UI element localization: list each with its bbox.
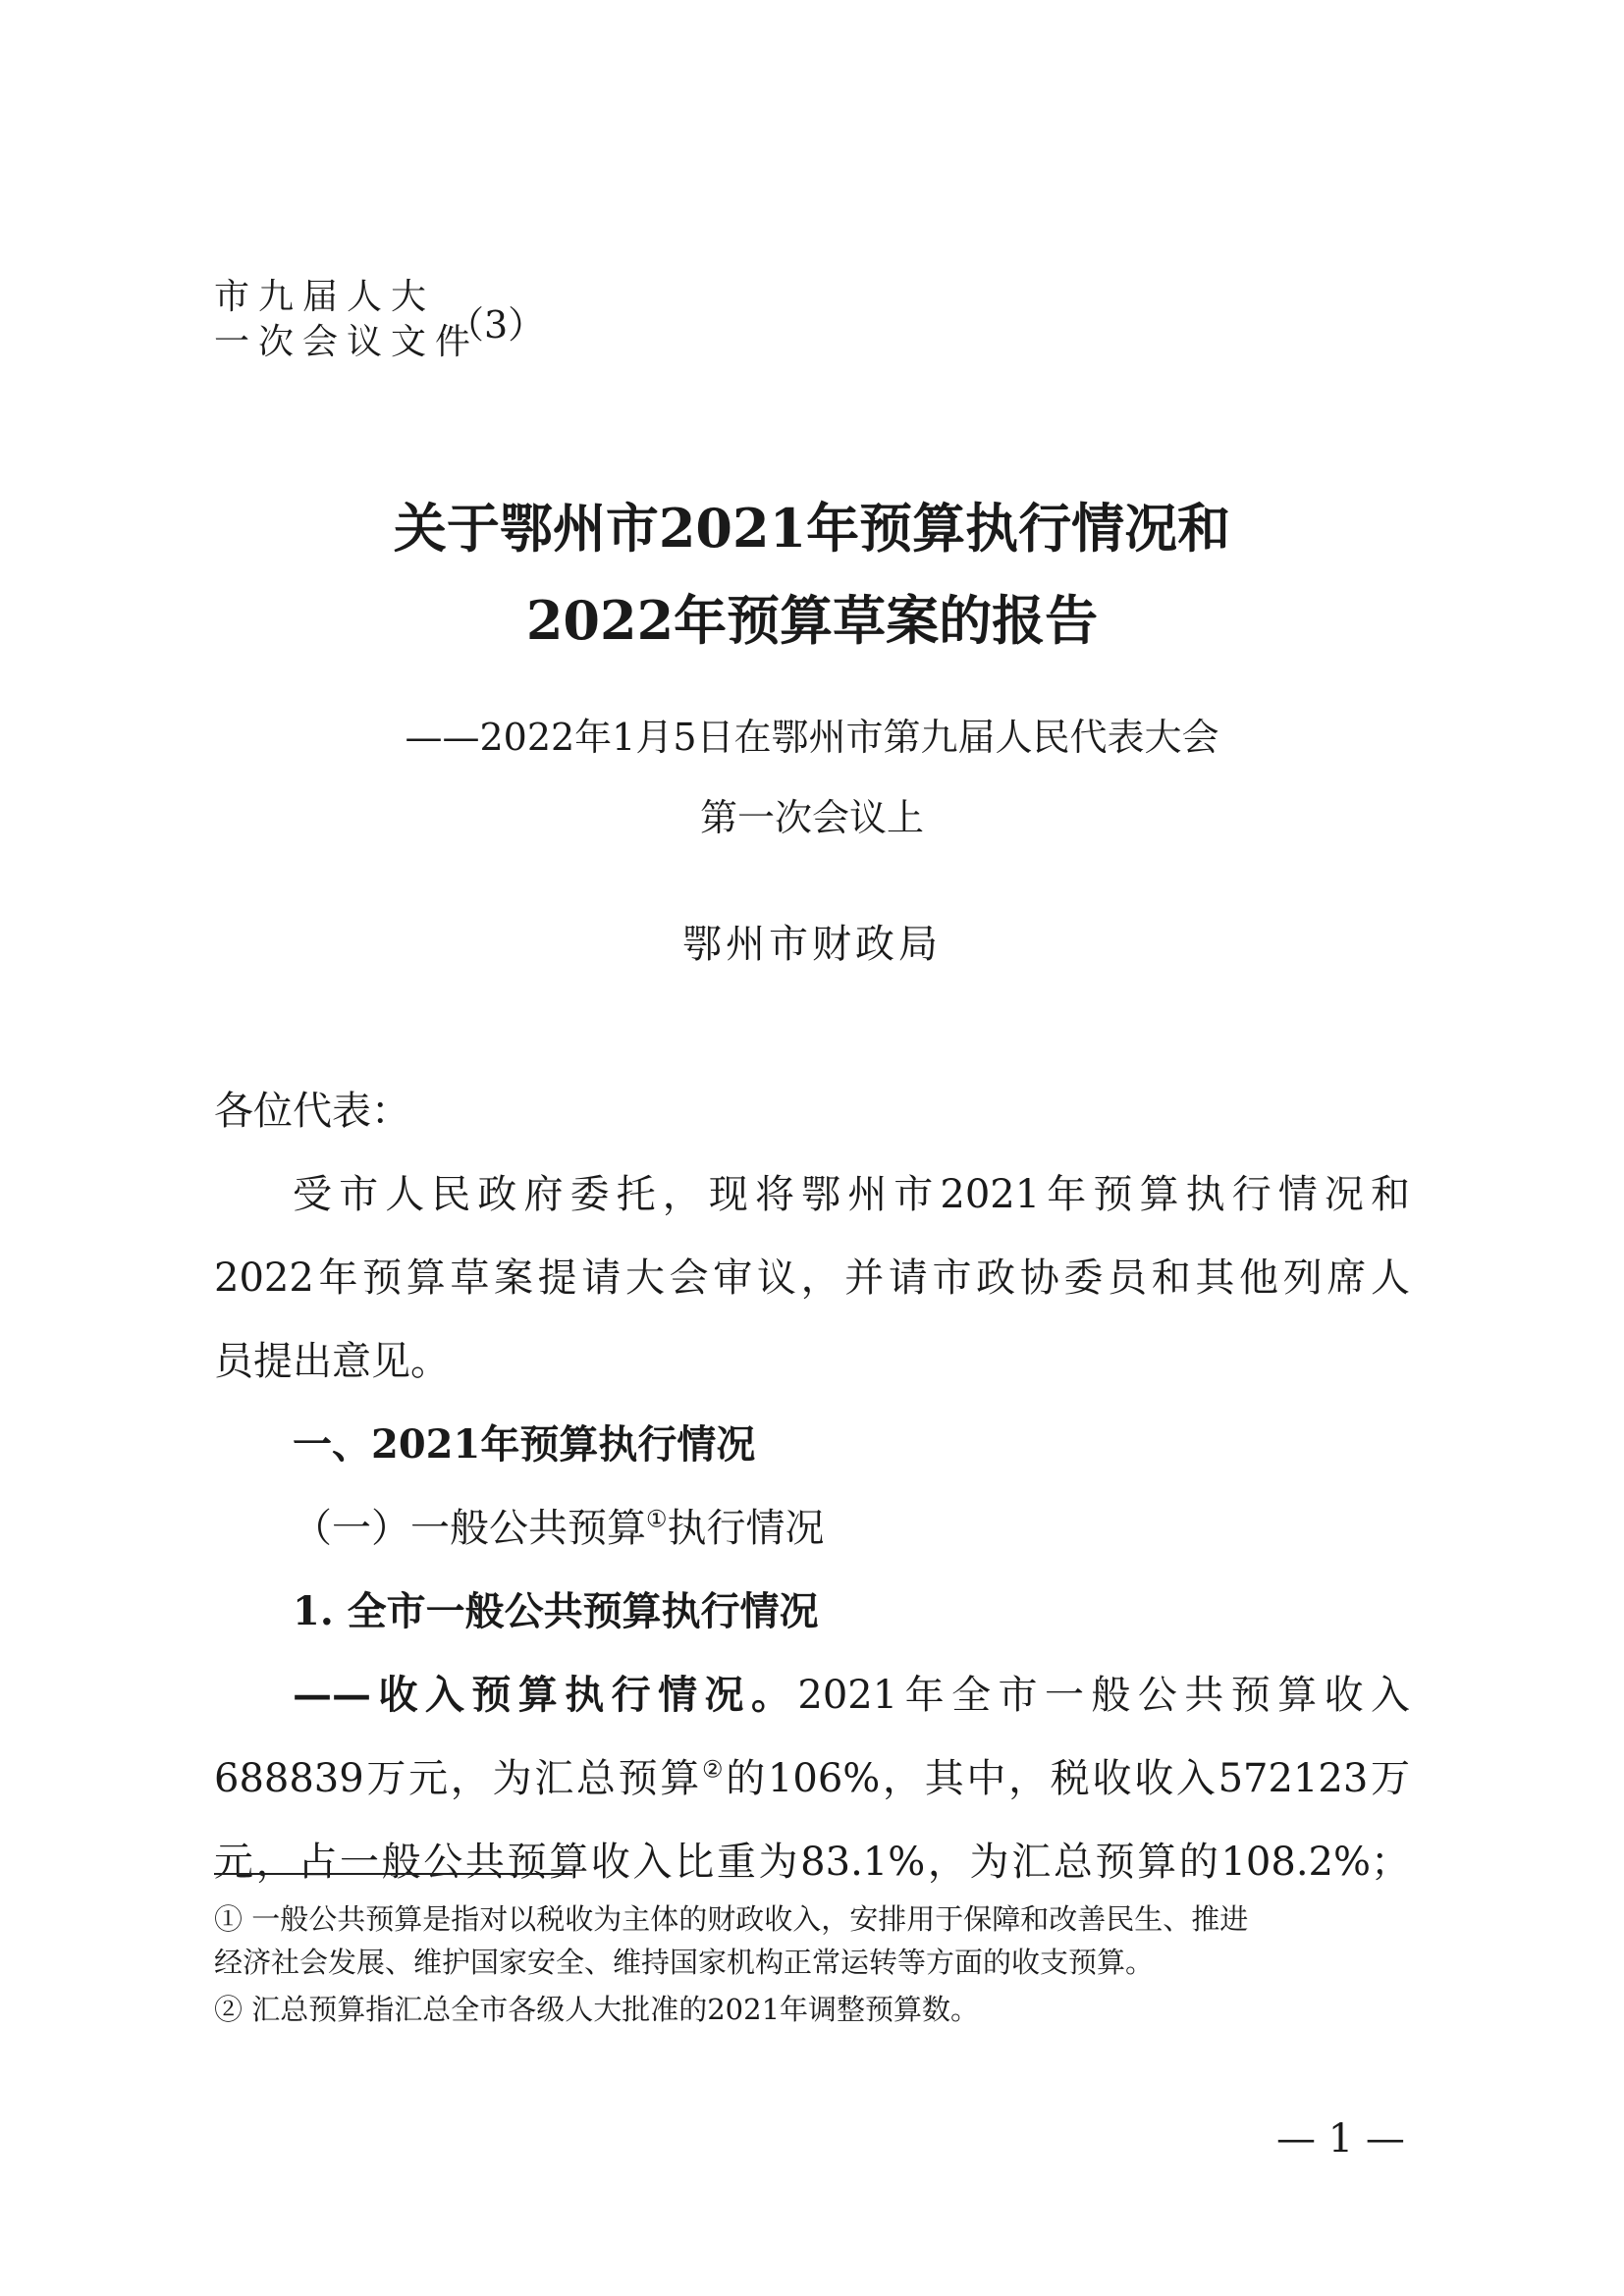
author: 鄂州市财政局 <box>682 922 942 967</box>
report-title-line1: 关于鄂州市2021年预算执行情况和 <box>393 497 1231 560</box>
paragraph2-line2-text: 688839万元，为汇总预算 <box>214 1756 703 1801</box>
document-number-suffix: （3） <box>447 303 546 347</box>
paragraph2-line2 <box>214 1747 1410 1803</box>
page-number: — 1 — <box>1276 2116 1405 2162</box>
salutation: 各位代表： <box>214 1089 410 1134</box>
paragraph2-lead: ——收入预算执行情况。 <box>293 1672 798 1718</box>
paragraph1-line1: 受市人民政府委托，现将鄂州市2021年预算执行情况和 <box>293 1172 1410 1217</box>
subtitle-line2: 第一次会议上 <box>699 796 924 839</box>
document-number-line1: 市九届人大 <box>214 277 436 317</box>
section-heading-2-text-end: 执行情况 <box>667 1506 825 1551</box>
section-heading-3: 1. 全市一般公共预算执行情况 <box>293 1588 819 1634</box>
paragraph2-line1 <box>293 1664 1410 1720</box>
footnote-1-line1: ① 一般公共预算是指对以税收为主体的财政收入，安排用于保障和改善民生、推进 <box>214 1902 1249 1936</box>
subtitle-line1: ——2022年1月5日在鄂州市第九届人民代表大会 <box>405 716 1219 759</box>
section-heading-1: 一、2021年预算执行情况 <box>293 1421 756 1468</box>
document-number-line2: 一次会议文件 <box>214 322 480 362</box>
footnote-1-line2: 经济社会发展、维护国家安全、维持国家机构正常运转等方面的收支预算。 <box>214 1946 1155 1979</box>
section-heading-2-text: （一）一般公共预算 <box>293 1506 646 1551</box>
paragraph1-line2: 2022年预算草案提请大会审议，并请市政协委员和其他列席人 <box>214 1255 1410 1301</box>
paragraph2-line2-text-end: 的106%，其中，税收收入572123万 <box>726 1756 1410 1801</box>
document-number <box>214 275 479 365</box>
footnote-ref-1: ① <box>646 1505 668 1533</box>
section-heading-2 <box>293 1497 825 1553</box>
footnote-2: ② 汇总预算指汇总全市各级人大批准的2021年调整预算数。 <box>214 1993 980 2026</box>
paragraph2-line1-text: 2021年全市一般公共预算收入 <box>797 1673 1410 1718</box>
paragraph2-line3: 元，占一般公共预算收入比重为83.1%，为汇总预算的108.2%； <box>214 1840 1410 1885</box>
report-title-line2: 2022年预算草案的报告 <box>525 589 1099 652</box>
paragraph1-line3: 员提出意见。 <box>214 1339 450 1384</box>
footnote-ref-2: ② <box>702 1755 727 1784</box>
footnote-divider <box>214 1873 572 1875</box>
